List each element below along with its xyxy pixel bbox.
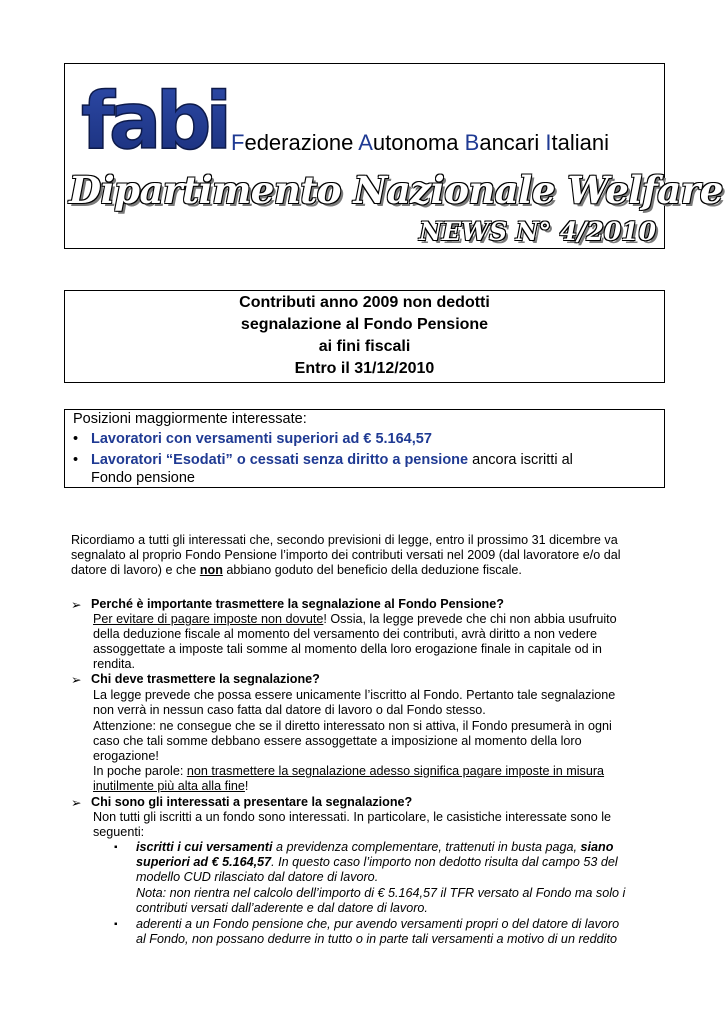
section-3-bullet-1-line-4: Nota: non rientra nel calcolo dell’importo di € 5.164,57 il TFR versato al Fondo ma solo i bbox=[136, 886, 626, 900]
fabi-logo bbox=[79, 68, 227, 167]
section-1-question: Perché è importante trasmettere la segnalazione al Fondo Pensione? bbox=[91, 597, 504, 611]
section-1-line-2: della deduzione fiscale al momento del versamento dei contributi, avrà diritto a non vedere bbox=[93, 627, 598, 641]
bullet-icon: • bbox=[73, 452, 79, 468]
news-number: NEWS N° 4/2010 bbox=[419, 217, 656, 246]
logo-text: fabi bbox=[81, 77, 227, 167]
section-3-bullet-1-line-2: superiori ad € 5.164,57. In questo caso l’importo non dedotto risulta dal campo 53 del bbox=[136, 855, 618, 869]
positions-label: Posizioni maggiormente interessate: bbox=[73, 411, 307, 427]
title-line-3: ai fini fiscali bbox=[318, 338, 411, 355]
section-2-line-2: non verrà in nessun caso fatta dal datore di lavoro o dal Fondo stesso. bbox=[93, 703, 486, 717]
section-1-line-3: assoggettate a imposte tali somme al momento della loro erogazione finale in capitale od in bbox=[93, 642, 602, 656]
title-line-2: segnalazione al Fondo Pensione bbox=[240, 316, 489, 333]
section-1-line-4: rendita. bbox=[93, 657, 136, 671]
title-line-4: Entro il 31/12/2010 bbox=[294, 360, 435, 377]
section-1-line-1: Per evitare di pagare imposte non dovute! Ossia, la legge prevede che chi non abbia usufruito bbox=[93, 612, 617, 626]
positions-item-2: • Lavoratori “Esodati” o cessati senza diritto a pensione ancora iscritti al bbox=[73, 452, 573, 468]
square-bullet-icon: ▪ bbox=[114, 842, 118, 853]
section-2-line-1: La legge prevede che possa essere unicamente l’iscritto al Fondo. Pertanto tale segnalazione bbox=[93, 688, 616, 702]
section-2-line-5: erogazione! bbox=[93, 749, 159, 763]
section-3-bullet-2-line-1: aderenti a un Fondo pensione che, pur avendo versamenti propri o del datore di lavoro bbox=[136, 917, 620, 931]
positions-item-1: • Lavoratori con versamenti superiori ad € 5.164,57 bbox=[73, 431, 432, 447]
title-line-1: Contributi anno 2009 non dedotti bbox=[239, 294, 490, 311]
section-3-bullet-1-line-1: iscritti i cui versamenti a previdenza complementare, trattenuti in busta paga, siano bbox=[136, 840, 614, 854]
square-bullet-icon: ▪ bbox=[114, 919, 118, 930]
section-2-line-3: Attenzione: ne consegue che se il diretto interessato non si attiva, il Fondo presumerà in ogni bbox=[93, 719, 612, 733]
section-3-bullet-1-line-3: modello CUD rilasciato dal datore di lavoro. bbox=[136, 870, 379, 884]
section-3-line-2: seguenti: bbox=[93, 825, 145, 839]
department-title: Dipartimento Nazionale Welfare bbox=[69, 168, 723, 212]
section-3-bullet-1-line-5: contributi versati dall’aderente e dal datore di lavoro. bbox=[136, 901, 428, 915]
arrow-icon: ➢ bbox=[71, 598, 82, 612]
section-3-question: Chi sono gli interessati a presentare la segnalazione? bbox=[91, 795, 413, 809]
positions-box bbox=[64, 409, 665, 488]
positions-item-2-cont: Fondo pensione bbox=[91, 470, 195, 486]
section-2-line-4: caso che tali somme debbano essere assoggettate a imposizione al momento della loro bbox=[93, 734, 582, 748]
bullet-icon: • bbox=[73, 431, 79, 447]
arrow-icon: ➢ bbox=[71, 673, 82, 687]
arrow-icon: ➢ bbox=[71, 796, 82, 810]
section-2-line-7: inutilmente più alta alla fine! bbox=[93, 779, 249, 793]
section-3-bullet-2-line-2: al Fondo, non possano dedurre in tutto o in parte tali versamenti a motivo di un reddito bbox=[136, 932, 617, 946]
intro-line-3: datore di lavoro) e che non abbiano goduto del beneficio della deduzione fiscale. bbox=[71, 563, 522, 577]
intro-line-1: Ricordiamo a tutti gli interessati che, secondo previsioni di legge, entro il prossimo 31 dicembre va bbox=[71, 533, 618, 547]
section-2-line-6: In poche parole: non trasmettere la segnalazione adesso significa pagare imposte in misura bbox=[93, 764, 605, 778]
header-box bbox=[64, 63, 723, 249]
section-3-line-1: Non tutti gli iscritti a un fondo sono interessati. In particolare, le casistiche interessate sono le bbox=[93, 810, 612, 824]
federation-name: Federazione Autonoma Bancari Italiani bbox=[231, 130, 609, 155]
intro-line-2: segnalato al proprio Fondo Pensione l’importo dei contributi versati nel 2009 (dal lavoratore e/o dal bbox=[71, 548, 621, 562]
section-2-question: Chi deve trasmettere la segnalazione? bbox=[91, 672, 320, 686]
title-box bbox=[64, 290, 665, 383]
